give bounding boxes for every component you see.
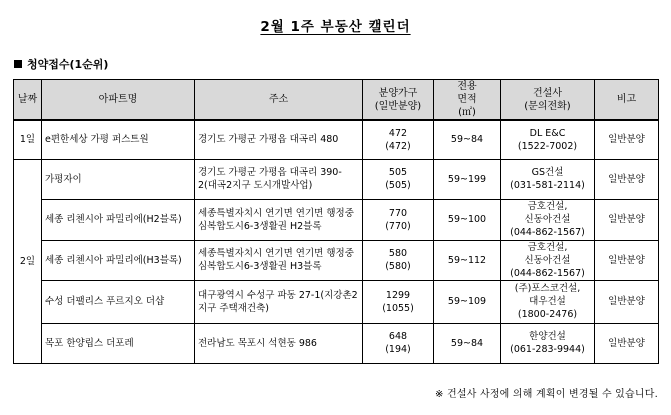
area-cell: 59~112 [434,240,501,280]
header-apartment: 아파트명 [42,80,195,121]
table-row [14,280,659,323]
note-cell: 일반분양 [595,240,659,280]
area-cell: 59~84 [434,120,501,159]
header-builder: 건설사 (문의전화) [501,80,595,121]
table-header-row [14,80,659,121]
units-cell: 580 (580) [363,240,434,280]
area-cell: 59~100 [434,199,501,240]
area-cell: 59~199 [434,159,501,199]
units-cell: 648 (194) [363,323,434,363]
note-cell: 일반분양 [595,323,659,363]
apartment-cell: 세종 리첸시아 파밀리에(H3블록) [42,240,195,280]
address-cell: 경기도 가평군 가평읍 대곡리 480 [195,120,363,159]
note-cell: 일반분양 [595,159,659,199]
apartment-cell: 가평자이 [42,159,195,199]
table-row [14,159,659,199]
section-label: 청약접수(1순위) [27,58,109,71]
header-area: 전용 면적 (㎡) [434,80,501,121]
footnote: ※ 건설사 사정에 의해 계획이 변경될 수 있습니다. [435,389,658,400]
note-cell: 일반분양 [595,280,659,323]
builder-cell: 금호건설, 신동아건설 (044-862-1567) [501,240,595,280]
table-row [14,240,659,280]
square-bullet-icon [14,60,22,68]
table-row [14,199,659,240]
header-date: 날짜 [14,80,42,121]
builder-cell: GS건설 (031-581-2114) [501,159,595,199]
note-cell: 일반분양 [595,199,659,240]
note-cell: 일반분양 [595,120,659,159]
builder-cell: DL E&C (1522-7002) [501,120,595,159]
address-cell: 세종특별자치시 연기면 연기면 행정중심복합도시6-3생활권 H2블록 [195,199,363,240]
page-title: 2월 1주 부동산 캘린더 [260,19,411,35]
address-cell: 대구광역시 수성구 파동 27-1(지강촌2지구 주택재건축) [195,280,363,323]
address-cell: 전라남도 목포시 석현동 986 [195,323,363,363]
area-cell: 59~109 [434,280,501,323]
units-cell: 1299 (1055) [363,280,434,323]
units-cell: 505 (505) [363,159,434,199]
apartment-cell: e편한세상 가평 퍼스트원 [42,120,195,159]
area-cell: 59~84 [434,323,501,363]
header-address: 주소 [195,80,363,121]
date-cell: 2일 [14,159,42,363]
apartment-cell: 목포 한양립스 더포레 [42,323,195,363]
date-cell: 1일 [14,120,42,159]
builder-cell: (주)포스코건설, 대우건설 (1800-2476) [501,280,595,323]
header-units: 분양가구 (일반분양) [363,80,434,121]
apartment-cell: 수성 더팰리스 푸르지오 더샵 [42,280,195,323]
builder-cell: 금호건설, 신동아건설 (044-862-1567) [501,199,595,240]
table-row [14,323,659,363]
apartment-cell: 세종 리첸시아 파밀리에(H2블록) [42,199,195,240]
builder-cell: 한양건설 (061-283-9944) [501,323,595,363]
section-heading [14,56,108,72]
table-row [14,120,659,159]
units-cell: 770 (770) [363,199,434,240]
address-cell: 경기도 가평군 가평읍 대곡리 390-2(대곡2지구 도시개발사업) [195,159,363,199]
header-note: 비고 [595,80,659,121]
subscription-table [13,79,659,364]
units-cell: 472 (472) [363,120,434,159]
address-cell: 세종특별자치시 연기면 연기면 행정중심복합도시6-3생활권 H3블록 [195,240,363,280]
